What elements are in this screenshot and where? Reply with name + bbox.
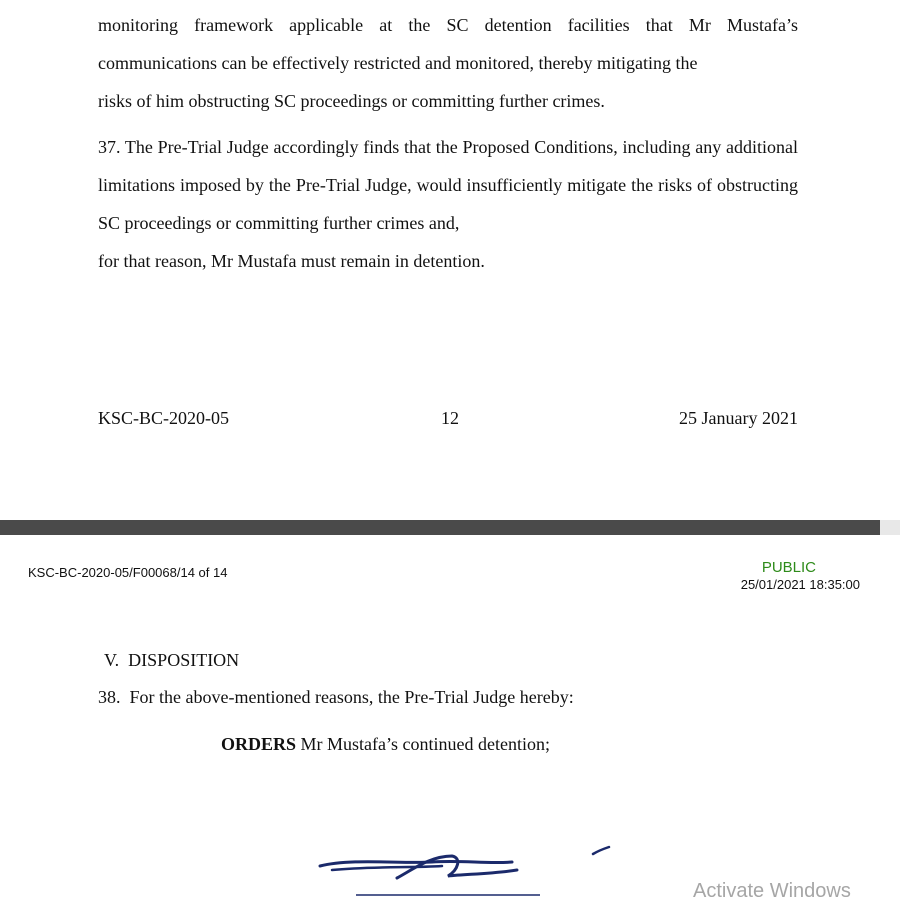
paragraph-line: monitoring framework applicable at the SC detention facilities that Mr Mustafa’s — [98, 15, 798, 35]
signature-graphic — [312, 840, 552, 900]
filing-timestamp: 25/01/2021 18:35:00 — [740, 577, 860, 592]
document-page-lower — [0, 535, 900, 907]
document-reference: KSC-BC-2020-05/F00068/14 of 14 — [28, 565, 228, 580]
ink-mark — [590, 844, 614, 858]
page-separator — [0, 520, 900, 535]
footer-date: 25 January 2021 — [679, 408, 798, 428]
order-text: Mr Mustafa’s continued detention; — [296, 734, 550, 754]
paragraph-37 — [98, 128, 798, 280]
classification-label: PUBLIC — [761, 559, 816, 576]
order-keyword: ORDERS — [221, 734, 297, 754]
order-line — [221, 734, 550, 755]
page-footer — [98, 408, 798, 434]
paragraph-line: for that reason, Mr Mustafa must remain in detention. — [98, 251, 485, 271]
section-heading: V. DISPOSITION — [104, 650, 240, 670]
paragraph-38: 38. For the above-mentioned reasons, the Pre-Trial Judge hereby: — [98, 687, 574, 707]
header-stamp — [741, 559, 860, 593]
paragraph-line: 37. The Pre-Trial Judge accordingly finds that the Proposed Conditions, including — [98, 137, 691, 157]
paragraph-line: risks of him obstructing SC proceedings or committing further crimes. — [98, 91, 605, 111]
paragraph-line: communications can be effectively restricted and monitored, thereby mitigating the — [98, 53, 698, 73]
footer-case-number: KSC-BC-2020-05 — [98, 408, 230, 428]
paragraph-line: any additional limitations imposed by the Pre-Trial Judge, would insufficiently — [98, 137, 798, 195]
paragraph-continuation — [98, 6, 798, 120]
paragraph-line: mitigate the risks of obstructing SC proceedings or committing further crimes and, — [98, 175, 799, 233]
activation-watermark: Activate Windows — [693, 880, 851, 902]
footer-page-number: 12 — [441, 408, 459, 428]
